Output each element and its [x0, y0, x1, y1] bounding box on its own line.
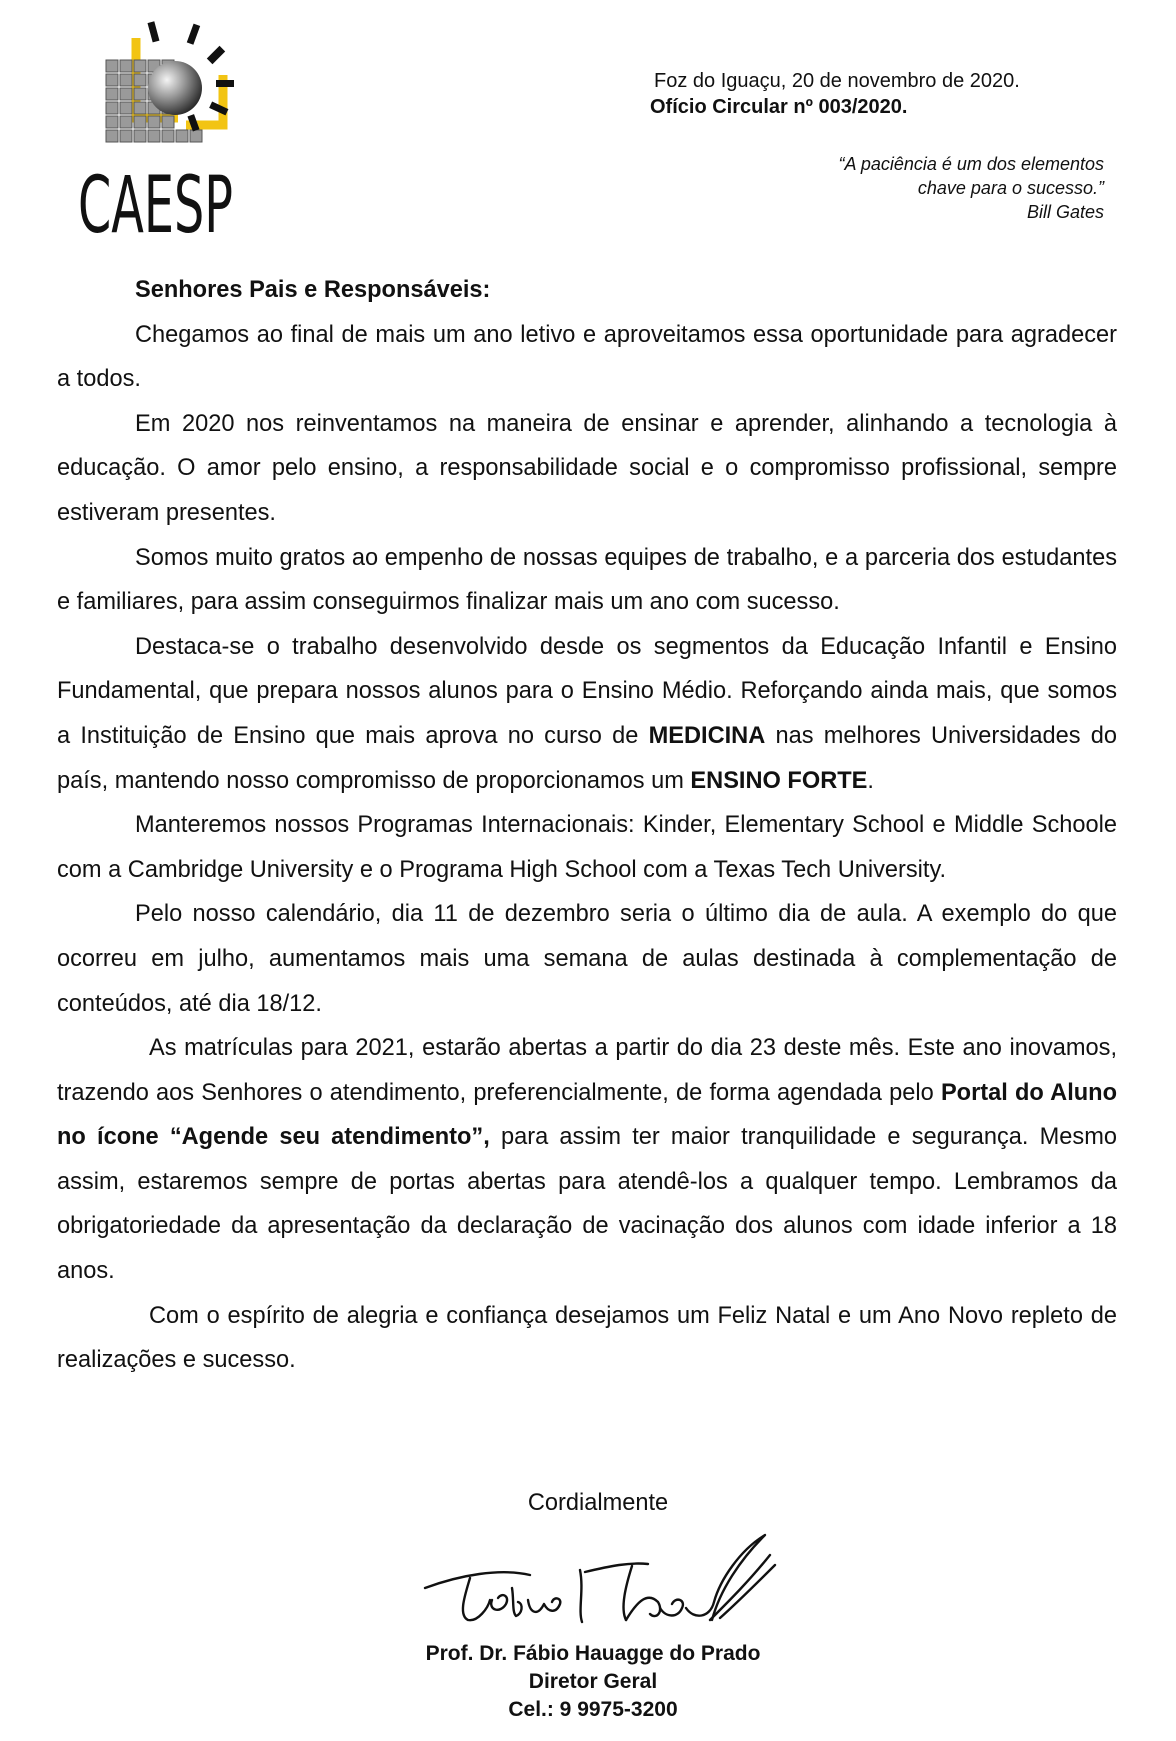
paragraph-2: Em 2020 nos reinventamos na maneira de ensinar e aprender, alinhando a tecnologia à educação. O amor pelo ensino, a responsabilidade social e o compromisso profissional, sempre estiveram presentes.	[57, 410, 1117, 526]
paragraph-4	[57, 625, 1117, 803]
closing	[0, 1488, 1176, 1518]
paragraph-7-text-a: As matrículas para 2021, estarão abertas a partir do dia 23 deste mês. Este ano inovamos, trazendo aos Senhores o atendimento, preferencialmente, de forma agendada pelo	[57, 1035, 1117, 1106]
letter-header	[650, 68, 1110, 120]
paragraph-4-text-c: .	[867, 767, 874, 794]
caesp-logo-graphic	[78, 20, 268, 245]
handwritten-signature	[420, 1530, 790, 1640]
paragraph-4-text-a: Destaca-se o trabalho desenvolvido desde os segmentos da Educação Infantil e Ensino Fundamental, que prepara nossos alunos para o Ensino Médio. Reforçando ainda mais, que somos a Instituição de Ensino que mais aprova no curso de	[57, 633, 1117, 749]
signature-graphic	[420, 1530, 790, 1640]
quote-line-1: “A paciência é um dos elementos	[838, 154, 1104, 174]
place-date: Foz do Iguaçu, 20 de novembro de 2020.	[654, 70, 1020, 92]
paragraph-6: Pelo nosso calendário, dia 11 de dezembro seria o último dia de aula. A exemplo do que ocorreu em julho, aumentamos mais uma semana de aulas destinada à complementação de conteúdos, até dia 18/12.	[57, 901, 1117, 1017]
ensino-forte-emphasis: ENSINO FORTE	[690, 767, 868, 794]
paragraph-7	[57, 1026, 1117, 1294]
signatory-phone: Cel.: 9 9975-3200	[508, 1698, 678, 1721]
circular-number: Ofício Circular nº 003/2020.	[650, 96, 908, 118]
paragraph-5: Manteremos nossos Programas Internacionais: Kinder, Elementary School e Middle Schoole com a Cambridge University e o Programa High School com a Texas Tech University.	[57, 812, 1117, 883]
salutation: Senhores Pais e Responsáveis:	[135, 277, 491, 303]
closing-regards: Cordialmente	[527, 1490, 669, 1516]
letter-body	[57, 268, 1117, 1383]
signatory-name: Prof. Dr. Fábio Hauagge do Prado	[425, 1642, 761, 1665]
medicina-emphasis: MEDICINA	[648, 722, 766, 749]
caesp-logo-text: CAESP	[78, 160, 233, 245]
paragraph-7-text-b: para assim ter maior tranquilidade e segurança. Mesmo assim, estaremos sempre de portas abertas para atendê-los a qualquer tempo. Lembramos da obrigatoriedade da apresentação da declaração de vacinação dos alunos com idade inferior a 18 anos.	[57, 1124, 1117, 1285]
caesp-logo	[78, 20, 268, 245]
quote-line-2: chave para o sucesso.”	[917, 178, 1104, 198]
quote-author: Bill Gates	[1026, 202, 1104, 222]
signatory-role: Diretor Geral	[528, 1670, 658, 1693]
paragraph-4-text-b: nas melhores Universidades do país, mantendo nosso compromisso de proporcionamos um	[57, 722, 1117, 794]
portal-emphasis: Portal do Aluno no ícone “Agende seu atendimento”,	[57, 1079, 1117, 1151]
paragraph-1: Chegamos ao final de mais um ano letivo e aproveitamos essa oportunidade para agradecer a todos.	[57, 321, 1117, 393]
paragraph-8: Com o espírito de alegria e confiança desejamos um Feliz Natal e um Ano Novo repleto de realizações e sucesso.	[57, 1302, 1117, 1374]
paragraph-3: Somos muito gratos ao empenho de nossas equipes de trabalho, e a parceria dos estudantes e familiares, para assim conseguirmos finalizar mais um ano com sucesso.	[57, 544, 1117, 616]
signatory-block	[0, 1640, 1176, 1724]
epigraph-quote	[684, 152, 1104, 224]
